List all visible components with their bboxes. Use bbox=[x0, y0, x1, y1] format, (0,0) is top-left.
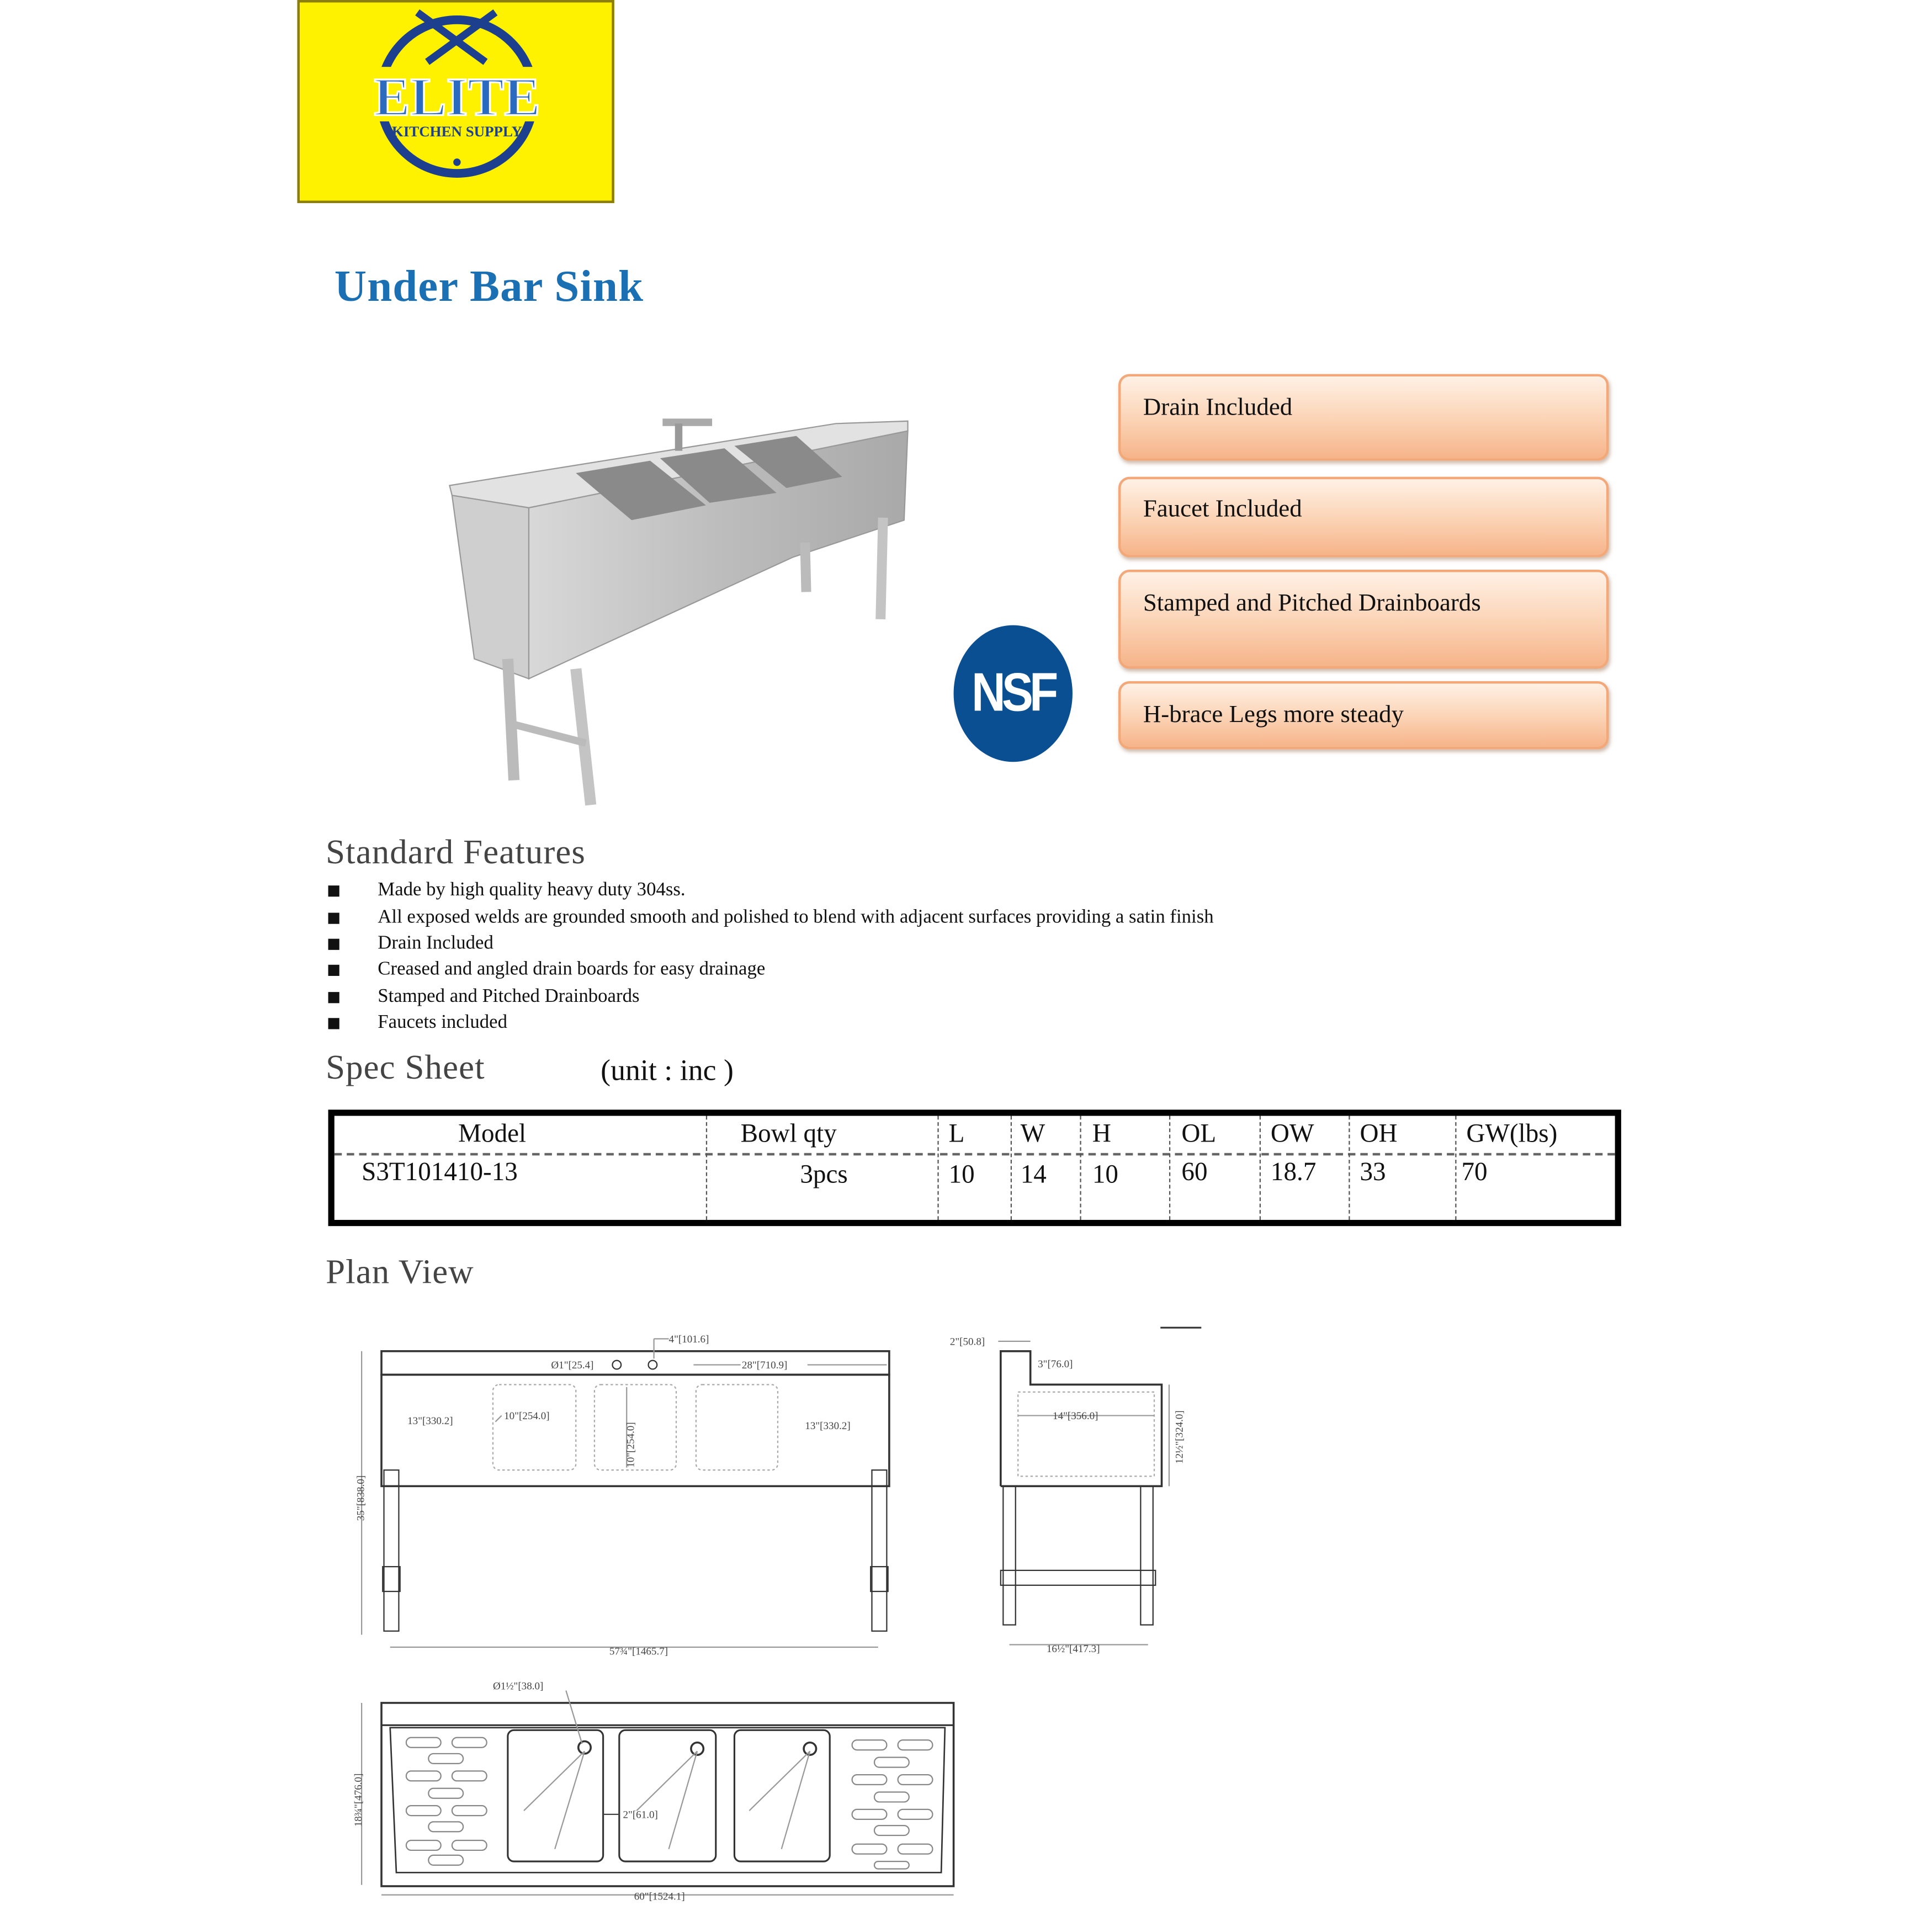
table-cell: 14 bbox=[1020, 1159, 1047, 1189]
plan-view-heading: Plan View bbox=[326, 1253, 474, 1292]
spec-sheet-heading: Spec Sheet bbox=[326, 1049, 485, 1087]
col-header: OH bbox=[1360, 1118, 1398, 1148]
table-cell: 70 bbox=[1461, 1156, 1488, 1187]
nsf-badge: NSF bbox=[954, 625, 1073, 762]
dim-overall-height: 35"[838.0] bbox=[355, 1475, 367, 1521]
page-title: Under Bar Sink bbox=[334, 261, 644, 311]
table-cell: 3pcs bbox=[800, 1159, 848, 1189]
dim-left-board: 13"[330.2] bbox=[407, 1415, 453, 1427]
dim-right-board: 13"[330.2] bbox=[805, 1420, 851, 1432]
dim-backsplash: 28"[710.9] bbox=[741, 1360, 788, 1372]
spec-page: ELITE KITCHEN SUPPLY Under Bar Sink NSF Drain Included Faucet Included Stamped and Pitched Drainboards H-brace Legs more steady Standard Features Made by high quality heavy duty 304ss. All exposed welds are grounded smooth and polished to blend with adjacent surfaces providing a satin finish Drain Included Creased and angled drain boards for easy drainage Stamped and Pitched Drainboards Faucets included Spec Sheet (unit : inc ) Model Bowl qty L W H OL OW OH GW(lbs) S3T101410-13 3pcs 10 14 10 60 18.7 33 70 Plan View 4"[101.6] Ø1"[25.4] 28"[710.9] 13"[330.2] 10"[254.0] 10"[254.0] 13"[330.2] 35"[838.0] 57¾"[1465.7] 2"[50.8] 3"[76.0] 14"[356.0] 12½"[324.0] 16½"[417.3] Ø1½"[38.0] 18¾"[476.0] 2"[61.0] 60"[1524.1] bbox=[0, 0, 1932, 1932]
col-header: H bbox=[1092, 1118, 1111, 1148]
col-header: GW(lbs) bbox=[1466, 1118, 1558, 1148]
callout-drain: Drain Included bbox=[1118, 374, 1609, 461]
dim-bowl-length: 10"[254.0] bbox=[504, 1410, 550, 1423]
table-cell: 60 bbox=[1181, 1156, 1208, 1187]
svg-text:KITCHEN SUPPLY: KITCHEN SUPPLY bbox=[391, 123, 522, 140]
dim-overall-depth: 18¾"[476.0] bbox=[353, 1773, 365, 1827]
dim-leg-span: 57¾"[1465.7] bbox=[609, 1646, 668, 1658]
front-elevation-drawing bbox=[355, 1334, 889, 1657]
col-header: W bbox=[1020, 1118, 1045, 1148]
callout-hbrace-legs: H-brace Legs more steady bbox=[1118, 681, 1609, 749]
col-header: OL bbox=[1181, 1118, 1217, 1148]
col-header: L bbox=[948, 1118, 965, 1148]
dim-faucet-spacing: 4"[101.6] bbox=[668, 1334, 709, 1346]
col-header: Bowl qty bbox=[740, 1118, 837, 1148]
dim-overall-length: 60"[1524.1] bbox=[634, 1891, 685, 1903]
dim-bowl-gap: 2"[61.0] bbox=[623, 1809, 658, 1821]
col-header: OW bbox=[1270, 1118, 1314, 1148]
dim-splash-height: 3"[76.0] bbox=[1038, 1358, 1073, 1370]
dim-drain-diameter: Ø1½"[38.0] bbox=[492, 1680, 544, 1692]
dim-faucet-hole: Ø1"[25.4] bbox=[551, 1360, 594, 1372]
dim-bowl-depth: 10"[254.0] bbox=[625, 1422, 637, 1468]
dim-side-leg-span: 16½"[417.3] bbox=[1046, 1643, 1100, 1655]
svg-text:ELITE: ELITE bbox=[374, 67, 540, 128]
top-plan-drawing bbox=[353, 1680, 953, 1902]
dim-body-height: 12½"[324.0] bbox=[1174, 1410, 1186, 1464]
spec-unit: (unit : inc ) bbox=[601, 1055, 734, 1087]
table-cell: 18.7 bbox=[1270, 1156, 1317, 1187]
table-cell: 10 bbox=[948, 1159, 975, 1189]
col-header: Model bbox=[458, 1118, 527, 1148]
side-elevation-drawing bbox=[950, 1328, 1201, 1655]
table-cell: 33 bbox=[1360, 1156, 1386, 1187]
table-cell: S3T101410-13 bbox=[362, 1156, 518, 1187]
dim-splash-thickness: 2"[50.8] bbox=[949, 1336, 985, 1348]
table-cell: 10 bbox=[1092, 1159, 1118, 1189]
callout-drainboards: Stamped and Pitched Drainboards bbox=[1118, 570, 1609, 668]
callout-faucet: Faucet Included bbox=[1118, 477, 1609, 558]
standard-features-heading: Standard Features bbox=[326, 833, 586, 872]
dim-bowl-width: 14"[356.0] bbox=[1053, 1410, 1098, 1423]
